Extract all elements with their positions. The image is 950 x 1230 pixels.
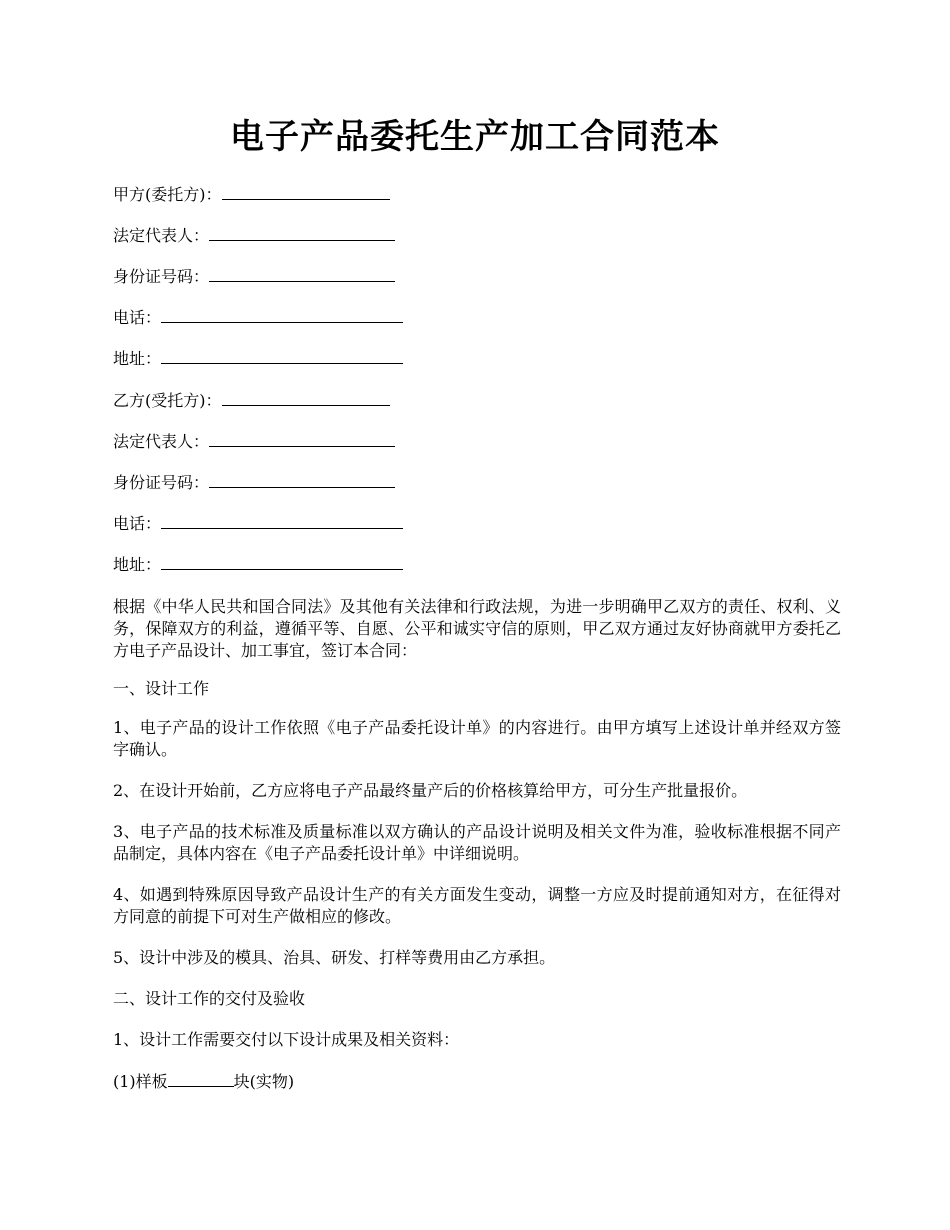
party-a-address-blank[interactable] bbox=[161, 347, 403, 364]
section-1-item-3: 3、电子产品的技术标准及质量标准以双方确认的产品设计说明及相关文件为准，验收标准根据不同产品制定，具体内容在《电子产品委托设计单》中详细说明。 bbox=[113, 822, 841, 863]
party-b-phone-blank[interactable] bbox=[161, 512, 403, 529]
party-a-phone-field bbox=[113, 306, 403, 329]
party-b-phone-label: 电话： bbox=[113, 514, 162, 533]
party-b-id-blank[interactable] bbox=[209, 471, 395, 488]
party-a-id-field bbox=[113, 265, 395, 288]
party-b-address-blank[interactable] bbox=[161, 553, 403, 570]
party-a-address-field bbox=[113, 347, 403, 370]
section-2-item-1: 1、设计工作需要交付以下设计成果及相关资料： bbox=[113, 1030, 460, 1049]
party-b-blank[interactable] bbox=[222, 389, 390, 406]
party-a-phone-label: 电话： bbox=[113, 308, 162, 327]
party-b-field bbox=[113, 389, 390, 412]
party-a-representative-field bbox=[113, 224, 395, 247]
section-1-item-5: 5、设计中涉及的模具、治具、研发、打样等费用由乙方承担。 bbox=[113, 948, 556, 967]
section-2-title: 二、设计工作的交付及验收 bbox=[113, 989, 306, 1008]
party-b-label: 乙方(受托方)： bbox=[113, 391, 222, 410]
party-a-field bbox=[113, 183, 390, 206]
party-a-representative-label: 法定代表人： bbox=[113, 226, 210, 245]
document-title: 电子产品委托生产加工合同范本 bbox=[230, 117, 720, 157]
party-a-id-label: 身份证号码： bbox=[113, 267, 210, 286]
sample-quantity-blank[interactable] bbox=[168, 1070, 234, 1087]
party-a-label: 甲方(委托方)： bbox=[113, 185, 222, 204]
sample-suffix: 块(实物) bbox=[233, 1072, 295, 1091]
party-b-representative-label: 法定代表人： bbox=[113, 432, 210, 451]
party-b-representative-blank[interactable] bbox=[209, 430, 395, 447]
party-a-representative-blank[interactable] bbox=[209, 224, 395, 241]
party-b-address-label: 地址： bbox=[113, 555, 162, 574]
sample-line bbox=[113, 1070, 294, 1093]
party-a-address-label: 地址： bbox=[113, 349, 162, 368]
section-1-item-2: 2、在设计开始前，乙方应将电子产品最终量产后的价格核算给甲方，可分生产批量报价。 bbox=[113, 781, 748, 800]
party-b-representative-field bbox=[113, 430, 395, 453]
section-1-item-4: 4、如遇到特殊原因导致产品设计生产的有关方面发生变动，调整一方应及时提前通知对方，在征得对方同意的前提下可对生产做相应的修改。 bbox=[113, 885, 841, 926]
party-a-phone-blank[interactable] bbox=[161, 306, 403, 323]
party-b-id-label: 身份证号码： bbox=[113, 473, 210, 492]
sample-prefix: (1)样板 bbox=[113, 1072, 168, 1091]
section-1-title: 一、设计工作 bbox=[113, 679, 210, 698]
party-a-id-blank[interactable] bbox=[209, 265, 395, 282]
party-b-id-field bbox=[113, 471, 395, 494]
section-1-item-1: 1、电子产品的设计工作依照《电子产品委托设计单》的内容进行。由甲方填写上述设计单并经双方签字确认。 bbox=[113, 718, 841, 759]
party-b-phone-field bbox=[113, 512, 403, 535]
party-b-address-field bbox=[113, 553, 403, 576]
preamble-paragraph: 根据《中华人民共和国合同法》及其他有关法律和行政法规，为进一步明确甲乙双方的责任、权利、义务，保障双方的利益，遵循平等、自愿、公平和诚实守信的原则，甲乙双方通过友好协商就甲方委托乙方电子产品设计、加工事宜，签订本合同： bbox=[113, 597, 841, 660]
party-a-blank[interactable] bbox=[222, 183, 390, 200]
